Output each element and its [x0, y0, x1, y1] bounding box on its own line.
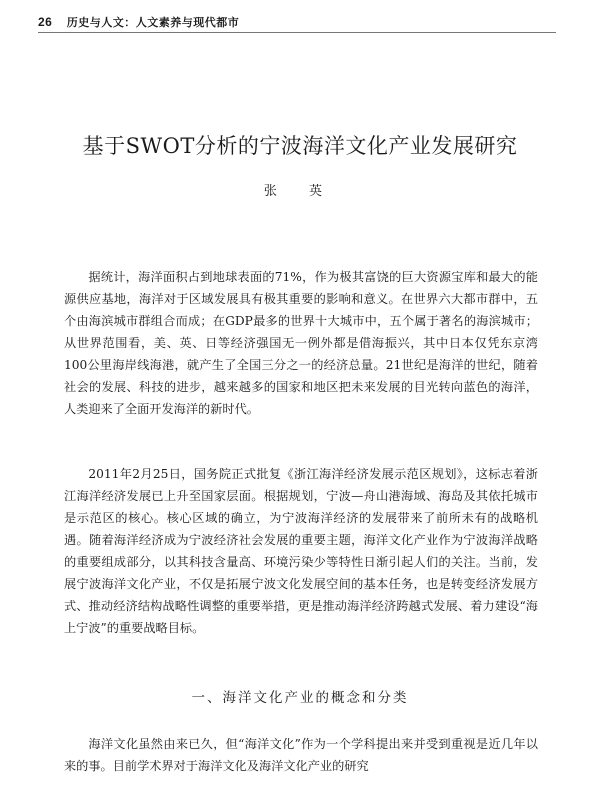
- page-number: 26: [38, 15, 53, 29]
- paragraph-text: 海洋文化虽然由来已久，但“海洋文化”作为一个学科提出来并受到重视是近几年以来的事。目前学术界对于海洋文化及海洋文化产业的研究: [64, 737, 538, 773]
- paragraph-text: 2011年2月25日，国务院正式批复《浙江海洋经济发展示范区规划》，这标志着浙江海洋经济发展已上升至国家层面。根据规划，宁波—舟山港海域、海岛及其依托城市是示范区的核心。核心区域的确立，为宁波海洋经济的发展带来了前所未有的战略机遇。随着海洋经济成为宁波经济社会发展的重要主题，海洋文化产业作为宁波海洋战略的重要组成部分，以其科技含量高、环境污染少等特性日渐引起人们的关注。当前，发展宁波海洋文化产业，不仅是拓展宁波文化发展空间的基本任务，也是转变经济发展方式、推动经济结构战略性调整的重要举措，更是推动海洋经济跨越式发展、着力建设“海上宁波”的重要战略目标。: [64, 467, 538, 635]
- section-paragraph: [64, 733, 538, 777]
- section-heading: 一、海洋文化产业的概念和分类: [191, 690, 409, 706]
- header-rule: [38, 32, 556, 33]
- article-title: 基于SWOT分析的宁波海洋文化产业发展研究: [82, 134, 518, 158]
- body-paragraph-2: [64, 463, 538, 639]
- journal-name: 历史与人文：人文素养与现代都市: [66, 16, 240, 29]
- body-paragraph-1: [64, 266, 538, 420]
- paragraph-text: 据统计，海洋面积占到地球表面的71%，作为极其富饶的巨大资源宝库和最大的能源供应基地，海洋对于区域发展具有极其重要的影响和意义。在世界六大都市群中，五个由海滨城市群组合而成；在GDP最多的世界十大城市中，五个属于著名的海滨城市；从世界范围看，美、英、日等经济强国无一例外都是借海振兴，其中日本仅凭东京湾100公里海岸线海港，就产生了全国三分之一的经济总量。21世纪是海洋的世纪，随着社会的发展、科技的进步，越来越多的国家和地区把未来发展的目光转向蓝色的海洋，人类迎来了全面开发海洋的新时代。: [64, 270, 538, 416]
- author-name: 张 英: [263, 184, 337, 199]
- running-head: [38, 14, 239, 30]
